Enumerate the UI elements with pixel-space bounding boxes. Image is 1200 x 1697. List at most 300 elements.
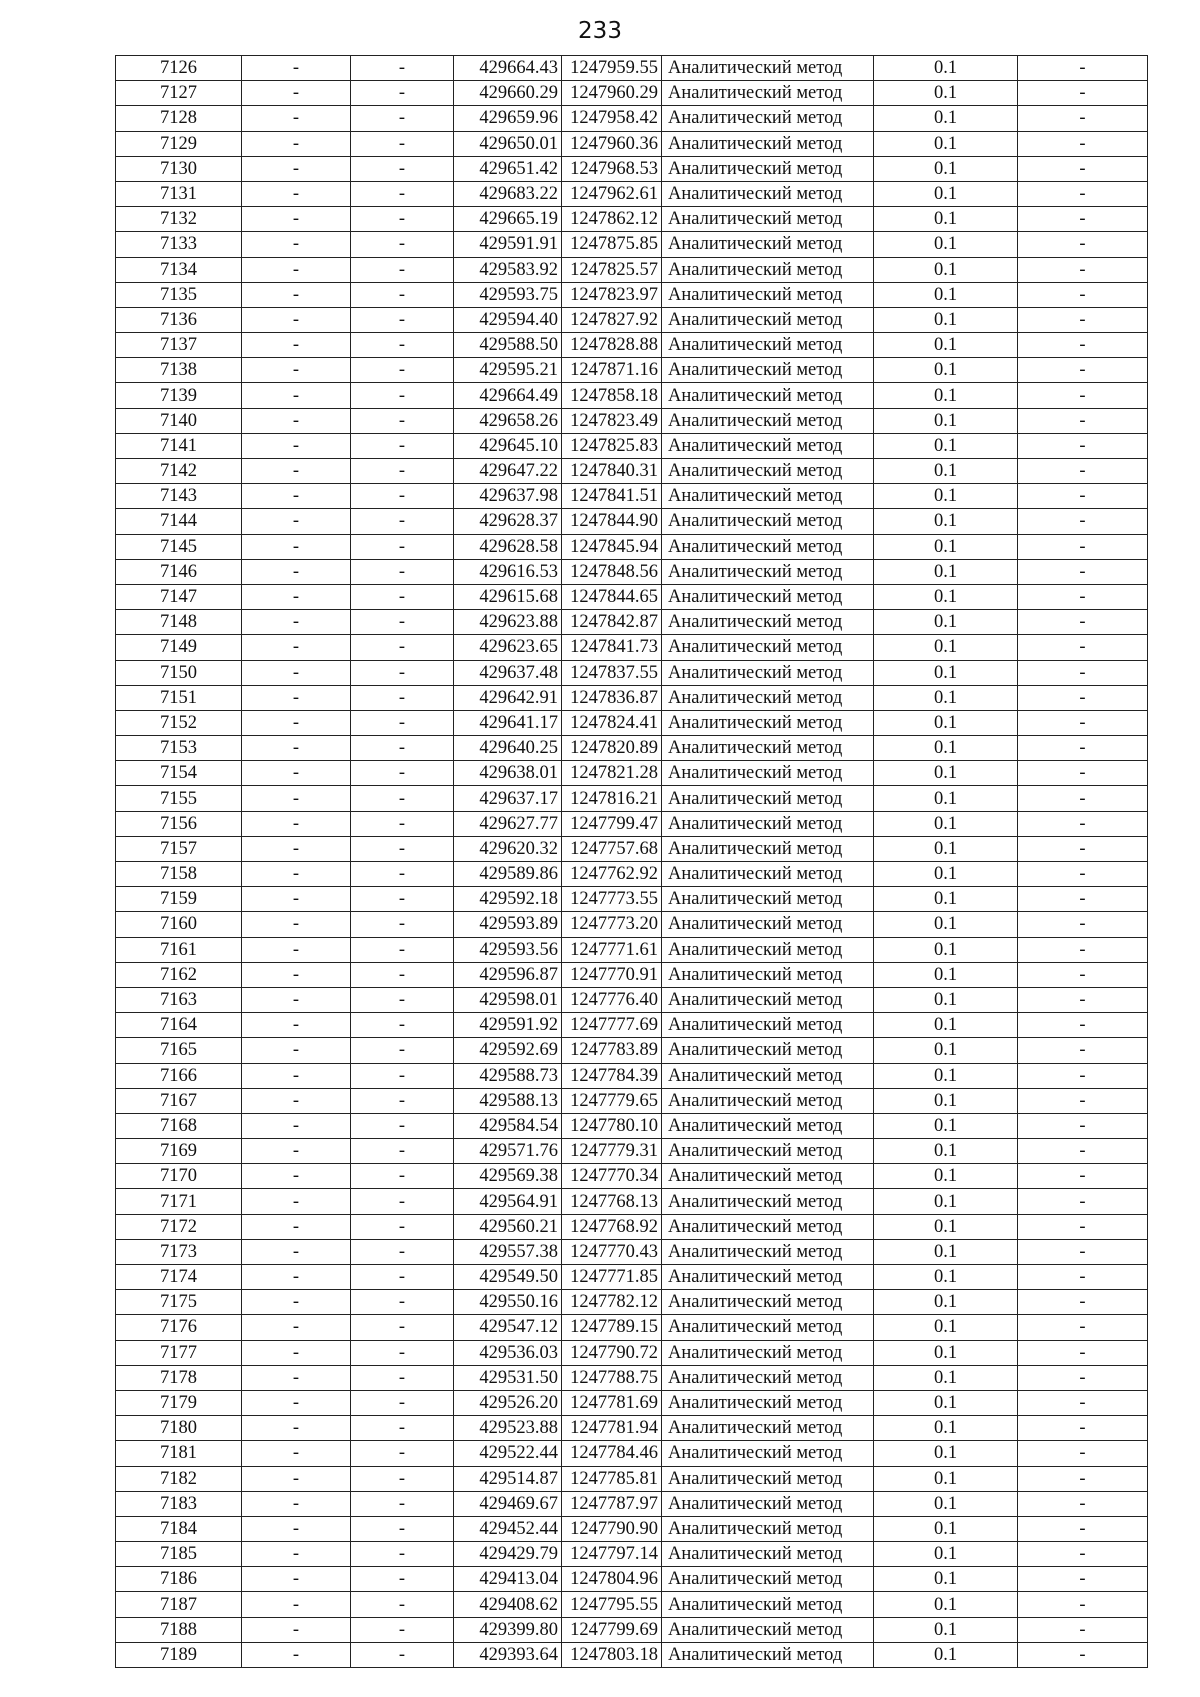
method-cell: Аналитический метод	[662, 1516, 874, 1541]
method-cell: Аналитический метод	[662, 1013, 874, 1038]
x-coordinate-cell: 429596.87	[454, 962, 562, 987]
y-coordinate-cell: 1247960.29	[562, 81, 662, 106]
dash-cell: -	[242, 433, 351, 458]
dash-cell: -	[351, 887, 454, 912]
dash-cell: -	[242, 408, 351, 433]
dash-cell: -	[242, 1365, 351, 1390]
dash-cell: -	[1018, 459, 1148, 484]
method-cell: Аналитический метод	[662, 1390, 874, 1415]
y-coordinate-cell: 1247771.61	[562, 937, 662, 962]
method-cell: Аналитический метод	[662, 1416, 874, 1441]
dash-cell: -	[1018, 131, 1148, 156]
table-row	[116, 232, 1148, 257]
accuracy-cell: 0.1	[874, 1265, 1018, 1290]
y-coordinate-cell: 1247845.94	[562, 534, 662, 559]
point-number-cell: 7137	[116, 333, 242, 358]
y-coordinate-cell: 1247824.41	[562, 710, 662, 735]
accuracy-cell: 0.1	[874, 559, 1018, 584]
dash-cell: -	[351, 937, 454, 962]
point-number-cell: 7133	[116, 232, 242, 257]
point-number-cell: 7185	[116, 1542, 242, 1567]
dash-cell: -	[1018, 1491, 1148, 1516]
x-coordinate-cell: 429514.87	[454, 1466, 562, 1491]
dash-cell: -	[351, 862, 454, 887]
y-coordinate-cell: 1247841.51	[562, 484, 662, 509]
accuracy-cell: 0.1	[874, 786, 1018, 811]
table-row	[116, 257, 1148, 282]
point-number-cell: 7180	[116, 1416, 242, 1441]
method-cell: Аналитический метод	[662, 1592, 874, 1617]
y-coordinate-cell: 1247958.42	[562, 106, 662, 131]
dash-cell: -	[242, 937, 351, 962]
dash-cell: -	[351, 710, 454, 735]
point-number-cell: 7151	[116, 685, 242, 710]
dash-cell: -	[242, 358, 351, 383]
dash-cell: -	[1018, 383, 1148, 408]
method-cell: Аналитический метод	[662, 282, 874, 307]
dash-cell: -	[351, 761, 454, 786]
dash-cell: -	[1018, 181, 1148, 206]
method-cell: Аналитический метод	[662, 81, 874, 106]
accuracy-cell: 0.1	[874, 1416, 1018, 1441]
point-number-cell: 7173	[116, 1239, 242, 1264]
accuracy-cell: 0.1	[874, 1315, 1018, 1340]
point-number-cell: 7167	[116, 1088, 242, 1113]
accuracy-cell: 0.1	[874, 459, 1018, 484]
dash-cell: -	[351, 156, 454, 181]
dash-cell: -	[242, 1013, 351, 1038]
y-coordinate-cell: 1247773.20	[562, 912, 662, 937]
method-cell: Аналитический метод	[662, 156, 874, 181]
accuracy-cell: 0.1	[874, 1038, 1018, 1063]
point-number-cell: 7130	[116, 156, 242, 181]
accuracy-cell: 0.1	[874, 181, 1018, 206]
y-coordinate-cell: 1247827.92	[562, 307, 662, 332]
accuracy-cell: 0.1	[874, 1516, 1018, 1541]
method-cell: Аналитический метод	[662, 937, 874, 962]
dash-cell: -	[242, 987, 351, 1012]
accuracy-cell: 0.1	[874, 408, 1018, 433]
dash-cell: -	[1018, 685, 1148, 710]
method-cell: Аналитический метод	[662, 1542, 874, 1567]
dash-cell: -	[242, 257, 351, 282]
dash-cell: -	[351, 1214, 454, 1239]
method-cell: Аналитический метод	[662, 333, 874, 358]
accuracy-cell: 0.1	[874, 660, 1018, 685]
coordinates-table	[115, 55, 1148, 1668]
dash-cell: -	[1018, 1088, 1148, 1113]
y-coordinate-cell: 1247784.39	[562, 1063, 662, 1088]
dash-cell: -	[351, 811, 454, 836]
x-coordinate-cell: 429620.32	[454, 836, 562, 861]
dash-cell: -	[242, 1592, 351, 1617]
x-coordinate-cell: 429640.25	[454, 736, 562, 761]
point-number-cell: 7169	[116, 1139, 242, 1164]
method-cell: Аналитический метод	[662, 584, 874, 609]
x-coordinate-cell: 429589.86	[454, 862, 562, 887]
y-coordinate-cell: 1247773.55	[562, 887, 662, 912]
accuracy-cell: 0.1	[874, 736, 1018, 761]
accuracy-cell: 0.1	[874, 1189, 1018, 1214]
y-coordinate-cell: 1247848.56	[562, 559, 662, 584]
method-cell: Аналитический метод	[662, 761, 874, 786]
table-row	[116, 1365, 1148, 1390]
accuracy-cell: 0.1	[874, 1642, 1018, 1667]
point-number-cell: 7141	[116, 433, 242, 458]
accuracy-cell: 0.1	[874, 1491, 1018, 1516]
table-row	[116, 307, 1148, 332]
table-row	[116, 761, 1148, 786]
dash-cell: -	[1018, 56, 1148, 81]
x-coordinate-cell: 429641.17	[454, 710, 562, 735]
method-cell: Аналитический метод	[662, 207, 874, 232]
dash-cell: -	[242, 761, 351, 786]
y-coordinate-cell: 1247790.90	[562, 1516, 662, 1541]
y-coordinate-cell: 1247804.96	[562, 1567, 662, 1592]
x-coordinate-cell: 429594.40	[454, 307, 562, 332]
table-row	[116, 1441, 1148, 1466]
point-number-cell: 7174	[116, 1265, 242, 1290]
point-number-cell: 7152	[116, 710, 242, 735]
point-number-cell: 7139	[116, 383, 242, 408]
table-row	[116, 862, 1148, 887]
point-number-cell: 7179	[116, 1390, 242, 1415]
x-coordinate-cell: 429452.44	[454, 1516, 562, 1541]
dash-cell: -	[351, 433, 454, 458]
dash-cell: -	[351, 1113, 454, 1138]
y-coordinate-cell: 1247787.97	[562, 1491, 662, 1516]
dash-cell: -	[242, 156, 351, 181]
dash-cell: -	[351, 660, 454, 685]
dash-cell: -	[351, 559, 454, 584]
dash-cell: -	[351, 1491, 454, 1516]
dash-cell: -	[1018, 987, 1148, 1012]
table-row	[116, 433, 1148, 458]
dash-cell: -	[351, 1189, 454, 1214]
dash-cell: -	[242, 1113, 351, 1138]
dash-cell: -	[242, 1164, 351, 1189]
dash-cell: -	[242, 962, 351, 987]
accuracy-cell: 0.1	[874, 912, 1018, 937]
x-coordinate-cell: 429393.64	[454, 1642, 562, 1667]
point-number-cell: 7135	[116, 282, 242, 307]
table-row	[116, 736, 1148, 761]
x-coordinate-cell: 429469.67	[454, 1491, 562, 1516]
y-coordinate-cell: 1247780.10	[562, 1113, 662, 1138]
point-number-cell: 7148	[116, 610, 242, 635]
method-cell: Аналитический метод	[662, 1365, 874, 1390]
method-cell: Аналитический метод	[662, 559, 874, 584]
table-row	[116, 156, 1148, 181]
dash-cell: -	[1018, 1416, 1148, 1441]
y-coordinate-cell: 1247825.83	[562, 433, 662, 458]
method-cell: Аналитический метод	[662, 106, 874, 131]
dash-cell: -	[242, 333, 351, 358]
dash-cell: -	[351, 131, 454, 156]
dash-cell: -	[242, 1416, 351, 1441]
x-coordinate-cell: 429571.76	[454, 1139, 562, 1164]
x-coordinate-cell: 429623.88	[454, 610, 562, 635]
x-coordinate-cell: 429645.10	[454, 433, 562, 458]
dash-cell: -	[351, 1617, 454, 1642]
point-number-cell: 7129	[116, 131, 242, 156]
accuracy-cell: 0.1	[874, 610, 1018, 635]
x-coordinate-cell: 429683.22	[454, 181, 562, 206]
table-row	[116, 1038, 1148, 1063]
dash-cell: -	[242, 1516, 351, 1541]
y-coordinate-cell: 1247795.55	[562, 1592, 662, 1617]
table-row	[116, 383, 1148, 408]
y-coordinate-cell: 1247862.12	[562, 207, 662, 232]
x-coordinate-cell: 429637.98	[454, 484, 562, 509]
dash-cell: -	[351, 81, 454, 106]
dash-cell: -	[242, 1189, 351, 1214]
dash-cell: -	[242, 1642, 351, 1667]
point-number-cell: 7126	[116, 56, 242, 81]
method-cell: Аналитический метод	[662, 1617, 874, 1642]
method-cell: Аналитический метод	[662, 1063, 874, 1088]
x-coordinate-cell: 429647.22	[454, 459, 562, 484]
dash-cell: -	[1018, 1542, 1148, 1567]
dash-cell: -	[351, 1315, 454, 1340]
dash-cell: -	[351, 509, 454, 534]
y-coordinate-cell: 1247782.12	[562, 1290, 662, 1315]
dash-cell: -	[1018, 584, 1148, 609]
dash-cell: -	[1018, 1592, 1148, 1617]
x-coordinate-cell: 429557.38	[454, 1239, 562, 1264]
y-coordinate-cell: 1247768.92	[562, 1214, 662, 1239]
dash-cell: -	[1018, 1441, 1148, 1466]
dash-cell: -	[242, 1265, 351, 1290]
dash-cell: -	[1018, 811, 1148, 836]
y-coordinate-cell: 1247842.87	[562, 610, 662, 635]
y-coordinate-cell: 1247841.73	[562, 635, 662, 660]
table-row	[116, 1542, 1148, 1567]
point-number-cell: 7138	[116, 358, 242, 383]
dash-cell: -	[1018, 81, 1148, 106]
dash-cell: -	[242, 1038, 351, 1063]
table-row	[116, 1491, 1148, 1516]
dash-cell: -	[1018, 660, 1148, 685]
y-coordinate-cell: 1247770.91	[562, 962, 662, 987]
dash-cell: -	[351, 1038, 454, 1063]
table-row	[116, 1239, 1148, 1264]
x-coordinate-cell: 429523.88	[454, 1416, 562, 1441]
dash-cell: -	[351, 1239, 454, 1264]
method-cell: Аналитический метод	[662, 1239, 874, 1264]
dash-cell: -	[1018, 1617, 1148, 1642]
method-cell: Аналитический метод	[662, 408, 874, 433]
method-cell: Аналитический метод	[662, 1441, 874, 1466]
y-coordinate-cell: 1247797.14	[562, 1542, 662, 1567]
y-coordinate-cell: 1247779.31	[562, 1139, 662, 1164]
dash-cell: -	[242, 131, 351, 156]
x-coordinate-cell: 429526.20	[454, 1390, 562, 1415]
method-cell: Аналитический метод	[662, 383, 874, 408]
dash-cell: -	[1018, 1516, 1148, 1541]
x-coordinate-cell: 429650.01	[454, 131, 562, 156]
dash-cell: -	[242, 912, 351, 937]
dash-cell: -	[1018, 1113, 1148, 1138]
dash-cell: -	[242, 307, 351, 332]
accuracy-cell: 0.1	[874, 433, 1018, 458]
x-coordinate-cell: 429659.96	[454, 106, 562, 131]
method-cell: Аналитический метод	[662, 232, 874, 257]
table-row	[116, 1214, 1148, 1239]
x-coordinate-cell: 429637.48	[454, 660, 562, 685]
method-cell: Аналитический метод	[662, 534, 874, 559]
dash-cell: -	[1018, 1466, 1148, 1491]
point-number-cell: 7165	[116, 1038, 242, 1063]
table-row	[116, 660, 1148, 685]
table-row	[116, 484, 1148, 509]
x-coordinate-cell: 429588.13	[454, 1088, 562, 1113]
y-coordinate-cell: 1247803.18	[562, 1642, 662, 1667]
method-cell: Аналитический метод	[662, 912, 874, 937]
dash-cell: -	[1018, 937, 1148, 962]
dash-cell: -	[1018, 207, 1148, 232]
accuracy-cell: 0.1	[874, 282, 1018, 307]
method-cell: Аналитический метод	[662, 1214, 874, 1239]
accuracy-cell: 0.1	[874, 635, 1018, 660]
point-number-cell: 7156	[116, 811, 242, 836]
dash-cell: -	[1018, 1365, 1148, 1390]
dash-cell: -	[1018, 635, 1148, 660]
y-coordinate-cell: 1247858.18	[562, 383, 662, 408]
method-cell: Аналитический метод	[662, 56, 874, 81]
accuracy-cell: 0.1	[874, 685, 1018, 710]
method-cell: Аналитический метод	[662, 484, 874, 509]
dash-cell: -	[351, 635, 454, 660]
x-coordinate-cell: 429531.50	[454, 1365, 562, 1390]
y-coordinate-cell: 1247825.57	[562, 257, 662, 282]
dash-cell: -	[351, 1290, 454, 1315]
dash-cell: -	[242, 232, 351, 257]
accuracy-cell: 0.1	[874, 1542, 1018, 1567]
accuracy-cell: 0.1	[874, 333, 1018, 358]
accuracy-cell: 0.1	[874, 56, 1018, 81]
y-coordinate-cell: 1247799.69	[562, 1617, 662, 1642]
table-row	[116, 1139, 1148, 1164]
accuracy-cell: 0.1	[874, 156, 1018, 181]
x-coordinate-cell: 429593.56	[454, 937, 562, 962]
dash-cell: -	[242, 181, 351, 206]
table-row	[116, 1416, 1148, 1441]
method-cell: Аналитический метод	[662, 836, 874, 861]
y-coordinate-cell: 1247790.72	[562, 1340, 662, 1365]
dash-cell: -	[351, 685, 454, 710]
accuracy-cell: 0.1	[874, 534, 1018, 559]
accuracy-cell: 0.1	[874, 1441, 1018, 1466]
y-coordinate-cell: 1247960.36	[562, 131, 662, 156]
dash-cell: -	[242, 660, 351, 685]
dash-cell: -	[351, 282, 454, 307]
method-cell: Аналитический метод	[662, 736, 874, 761]
point-number-cell: 7128	[116, 106, 242, 131]
table-row	[116, 56, 1148, 81]
point-number-cell: 7136	[116, 307, 242, 332]
dash-cell: -	[351, 232, 454, 257]
table-row	[116, 1113, 1148, 1138]
dash-cell: -	[351, 534, 454, 559]
method-cell: Аналитический метод	[662, 1290, 874, 1315]
dash-cell: -	[242, 106, 351, 131]
dash-cell: -	[351, 1516, 454, 1541]
y-coordinate-cell: 1247823.97	[562, 282, 662, 307]
dash-cell: -	[242, 1290, 351, 1315]
accuracy-cell: 0.1	[874, 1466, 1018, 1491]
dash-cell: -	[242, 786, 351, 811]
x-coordinate-cell: 429583.92	[454, 257, 562, 282]
dash-cell: -	[242, 1390, 351, 1415]
dash-cell: -	[242, 635, 351, 660]
table-row	[116, 1290, 1148, 1315]
dash-cell: -	[351, 1416, 454, 1441]
x-coordinate-cell: 429628.37	[454, 509, 562, 534]
y-coordinate-cell: 1247837.55	[562, 660, 662, 685]
accuracy-cell: 0.1	[874, 207, 1018, 232]
table-body	[116, 56, 1148, 1668]
dash-cell: -	[351, 408, 454, 433]
accuracy-cell: 0.1	[874, 862, 1018, 887]
x-coordinate-cell: 429598.01	[454, 987, 562, 1012]
dash-cell: -	[242, 1617, 351, 1642]
dash-cell: -	[242, 1466, 351, 1491]
table-row	[116, 962, 1148, 987]
accuracy-cell: 0.1	[874, 1239, 1018, 1264]
dash-cell: -	[1018, 912, 1148, 937]
table-row	[116, 1265, 1148, 1290]
y-coordinate-cell: 1247799.47	[562, 811, 662, 836]
dash-cell: -	[242, 610, 351, 635]
dash-cell: -	[242, 811, 351, 836]
table-row	[116, 987, 1148, 1012]
method-cell: Аналитический метод	[662, 862, 874, 887]
method-cell: Аналитический метод	[662, 962, 874, 987]
method-cell: Аналитический метод	[662, 1466, 874, 1491]
dash-cell: -	[351, 1365, 454, 1390]
method-cell: Аналитический метод	[662, 131, 874, 156]
dash-cell: -	[242, 207, 351, 232]
x-coordinate-cell: 429536.03	[454, 1340, 562, 1365]
dash-cell: -	[1018, 1265, 1148, 1290]
point-number-cell: 7168	[116, 1113, 242, 1138]
dash-cell: -	[242, 1088, 351, 1113]
y-coordinate-cell: 1247968.53	[562, 156, 662, 181]
dash-cell: -	[242, 836, 351, 861]
y-coordinate-cell: 1247779.65	[562, 1088, 662, 1113]
dash-cell: -	[1018, 1642, 1148, 1667]
dash-cell: -	[242, 1214, 351, 1239]
y-coordinate-cell: 1247762.92	[562, 862, 662, 887]
x-coordinate-cell: 429637.17	[454, 786, 562, 811]
table-row	[116, 1340, 1148, 1365]
dash-cell: -	[242, 1567, 351, 1592]
dash-cell: -	[351, 836, 454, 861]
y-coordinate-cell: 1247816.21	[562, 786, 662, 811]
point-number-cell: 7163	[116, 987, 242, 1012]
x-coordinate-cell: 429592.69	[454, 1038, 562, 1063]
dash-cell: -	[351, 1063, 454, 1088]
accuracy-cell: 0.1	[874, 937, 1018, 962]
table-row	[116, 610, 1148, 635]
x-coordinate-cell: 429616.53	[454, 559, 562, 584]
x-coordinate-cell: 429665.19	[454, 207, 562, 232]
dash-cell: -	[351, 307, 454, 332]
dash-cell: -	[1018, 862, 1148, 887]
table-row	[116, 559, 1148, 584]
method-cell: Аналитический метод	[662, 786, 874, 811]
